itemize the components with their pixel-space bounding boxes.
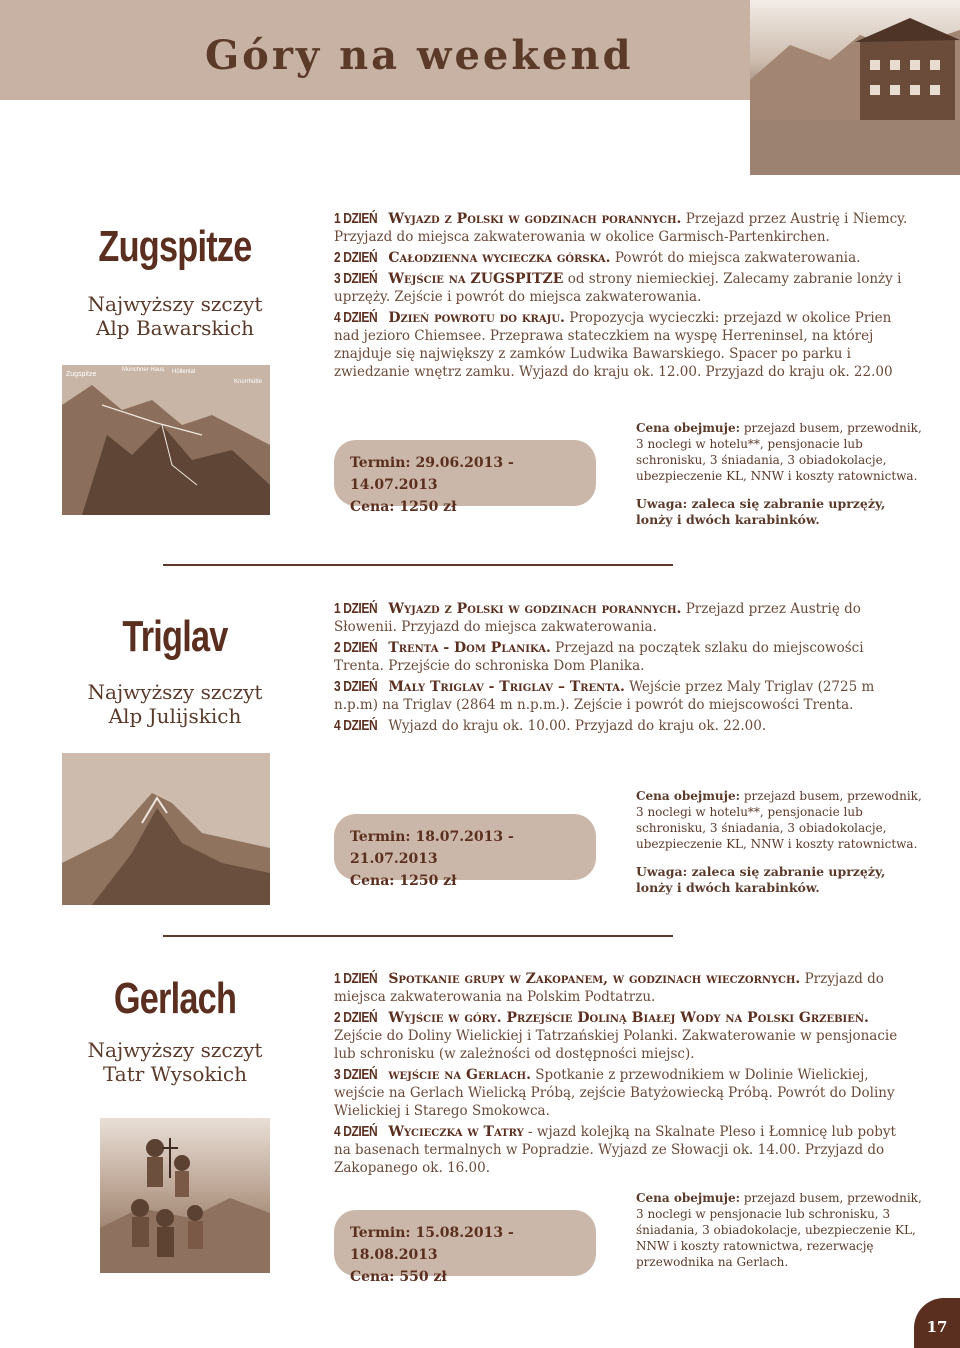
day-item — [334, 210, 916, 246]
price-text: Cena: 1250 zł — [350, 499, 457, 515]
includes-label: Cena obejmuje: — [636, 421, 741, 435]
day-label: 4 DZIEŃ — [334, 717, 378, 734]
day-text: Przejazd przez Austrię i Niemcy. Przyjazd do miejsca zakwaterowania w okolice Garmisch-Partenkirchen. — [334, 211, 908, 245]
day-item — [334, 600, 916, 636]
day-heading: Trenta - Dom Planika. — [388, 640, 551, 656]
includes-body: przejazd busem, przewodnik, 3 noclegi w pensjonacie lub schronisku, 3 śniadania, 3 obiadokolacje, ubezpieczenie KL, NNW i koszty ratownictwa, rezerwację przewodnika na Gerlach. — [636, 1191, 922, 1269]
peak-subtitle-gerlach — [0, 1038, 350, 1086]
climbers-illustration — [100, 1118, 270, 1273]
peak-title-triglav: Triglav — [122, 612, 228, 661]
note-text: Uwaga: zaleca się zabranie uprzęży, lonży i dwóch karabinków. — [636, 496, 886, 527]
price-text: Cena: 1250 zł — [350, 873, 457, 889]
includes-text — [636, 420, 926, 484]
price-box-gerlach — [334, 1210, 596, 1285]
hut-illustration — [750, 0, 960, 175]
peak-subtitle-zugspitze — [0, 292, 350, 340]
peak-title-gerlach: Gerlach — [113, 974, 237, 1023]
day-heading: Całodzienna wycieczka górska. — [388, 250, 611, 266]
day-label: 1 DZIEŃ — [334, 600, 378, 617]
day-label: 2 DZIEŃ — [334, 1009, 378, 1026]
page-number: 17 — [914, 1298, 960, 1348]
includes-gerlach — [636, 1190, 926, 1270]
day-item — [334, 309, 916, 381]
day-text: Zejście do Doliny Wielickiej i Tatrzańskiej Polanki. Zakwaterowanie w pensjonacie lub schronisku (w zależności od dostępności miejsc). — [334, 1028, 898, 1062]
subtitle-line: Alp Bawarskich — [95, 316, 255, 340]
includes-body: przejazd busem, przewodnik, 3 noclegi w hotelu**, pensjonacie lub schronisku, 3 śniadania, 3 obiadokolacje, ubezpieczenie KL, NNW i koszty ratownictwa. — [636, 421, 922, 483]
price-box-zugspitze — [334, 440, 596, 515]
day-item — [334, 249, 916, 267]
day-label: 1 DZIEŃ — [334, 210, 378, 227]
triglav-photo — [62, 753, 270, 905]
day-label: 3 DZIEŃ — [334, 270, 378, 287]
includes-body: przejazd busem, przewodnik, 3 noclegi w hotelu**, pensjonacie lub schronisku, 3 śniadania, 3 obiadokolacje, ubezpieczenie KL, NNW i koszty ratownictwa. — [636, 789, 922, 851]
day-text: Powrót do miejsca zakwaterowania. — [610, 250, 861, 266]
includes-zugspitze — [636, 420, 926, 528]
mountain-map-illustration — [62, 365, 270, 515]
day-heading: Dzień powrotu do kraju. — [388, 310, 565, 326]
subtitle-line: Najwyższy szczyt — [87, 1038, 263, 1062]
includes-triglav — [636, 788, 926, 896]
day-heading: wejście na Gerlach. — [388, 1067, 531, 1083]
day-item — [334, 1066, 916, 1120]
peak-subtitle-triglav — [0, 680, 350, 728]
hut-photo — [750, 0, 960, 175]
itinerary-zugspitze — [334, 210, 916, 384]
map-label: Knorrhütte — [234, 379, 263, 385]
price-box-triglav — [334, 814, 596, 889]
day-label: 4 DZIEŃ — [334, 1123, 378, 1140]
note-text: Uwaga: zaleca się zabranie uprzęży, lonży i dwóch karabinków. — [636, 864, 886, 895]
termin-text: Termin: 29.06.2013 - 14.07.2013 — [350, 455, 514, 493]
day-text: Przejazd przez Austrię do Słowenii. Przyjazd do miejsca zakwaterowania. — [334, 601, 861, 635]
includes-label: Cena obejmuje: — [636, 1191, 741, 1205]
subtitle-line: Alp Julijskich — [108, 704, 242, 728]
day-item — [334, 717, 916, 735]
day-text: Przyjazd do miejsca zakwaterowania na Polskim Podtatrzu. — [334, 971, 884, 1005]
day-text: Wyjazd do kraju ok. 10.00. Przyjazd do kraju ok. 22.00. — [388, 718, 767, 734]
day-heading: Wyjście w góry. Przejście Doliną Białej Wody na Polski Grzebień. — [388, 1010, 869, 1026]
termin-text: Termin: 18.07.2013 - 21.07.2013 — [350, 829, 514, 867]
day-label: 1 DZIEŃ — [334, 970, 378, 987]
subtitle-line: Najwyższy szczyt — [87, 680, 263, 704]
day-text: - wjazd kolejką na Skalnate Pleso i Łomnicę lub pobyt na basenach termalnych w Popradzie. Wyjazd ze Słowacji ok. 14.00. Przyjazd do Zakopanego ok. 16.00. — [334, 1124, 896, 1176]
section-divider — [163, 935, 673, 937]
includes-text — [636, 788, 926, 852]
includes-text — [636, 1190, 926, 1270]
day-text: Przejazd na początek szlaku do miejscowości Trenta. Przejście do schroniska Dom Planika. — [334, 640, 864, 674]
mountain-illustration — [62, 753, 270, 905]
page-title: Góry na weekend — [205, 32, 634, 79]
day-label: 4 DZIEŃ — [334, 309, 378, 326]
gerlach-group-photo — [100, 1118, 270, 1273]
map-label: Höllental — [172, 369, 196, 375]
termin-text: Termin: 15.08.2013 - 18.08.2013 — [350, 1225, 514, 1263]
day-text: Propozycja wycieczki: przejazd w okolice Prien nad jezioro Chiemsee. Przeprawa stateczkiem na wyspę Herreninsel, na której znajduje się największy z zamków Ludwika Bawarskiego. Spacer po parku i zwiedzanie wnętrz zamku. Wyjazd do kraju ok. 12.00. Przyjazd do kraju ok. 22.00 — [334, 310, 893, 380]
day-text: od strony niemieckiej. Zalecamy zabranie lonży i uprzęży. Zejście i powrót do miejsca zakwaterowania. — [334, 271, 902, 305]
price-text: Cena: 550 zł — [350, 1269, 447, 1285]
itinerary-gerlach — [334, 970, 916, 1180]
day-text: Spotkanie z przewodnikiem w Dolinie Wielickiej, wejście na Gerlach Wielicką Próbą, zejście Batyżowiecką Próbą. Powrót do Doliny Wielickiej i Starego Smokowca. — [334, 1067, 895, 1119]
day-item — [334, 1123, 916, 1177]
day-label: 2 DZIEŃ — [334, 249, 378, 266]
day-text: Wejście przez Maly Triglav (2725 m n.p.m) na Triglav (2864 m n.p.m.). Zejście i powrót do miejscowości Trenta. — [334, 679, 875, 713]
day-label: 2 DZIEŃ — [334, 639, 378, 656]
map-label: Zugspitze — [66, 371, 97, 378]
day-item — [334, 970, 916, 1006]
itinerary-triglav — [334, 600, 916, 738]
day-item — [334, 270, 916, 306]
day-heading: Wejście na ZUGSPITZE — [388, 271, 564, 287]
day-label: 3 DZIEŃ — [334, 1066, 378, 1083]
day-heading: Wycieczka w Tatry — [388, 1124, 524, 1140]
day-heading: Wyjazd z Polski w godzinach porannych. — [388, 211, 682, 227]
day-heading: Maly Triglav - Triglav – Trenta. — [388, 679, 625, 695]
zugspitze-map-photo — [62, 365, 270, 515]
section-divider — [163, 564, 673, 566]
day-item — [334, 1009, 916, 1063]
subtitle-line: Najwyższy szczyt — [87, 292, 263, 316]
day-heading: Spotkanie grupy w Zakopanem, w godzinach wieczornych. — [388, 971, 801, 987]
day-item — [334, 678, 916, 714]
peak-title-zugspitze: Zugspitze — [98, 222, 252, 271]
day-label: 3 DZIEŃ — [334, 678, 378, 695]
map-label: Münchner Haus — [122, 367, 165, 373]
day-heading: Wyjazd z Polski w godzinach porannych. — [388, 601, 682, 617]
subtitle-line: Tatr Wysokich — [103, 1062, 247, 1086]
day-item — [334, 639, 916, 675]
includes-label: Cena obejmuje: — [636, 789, 741, 803]
